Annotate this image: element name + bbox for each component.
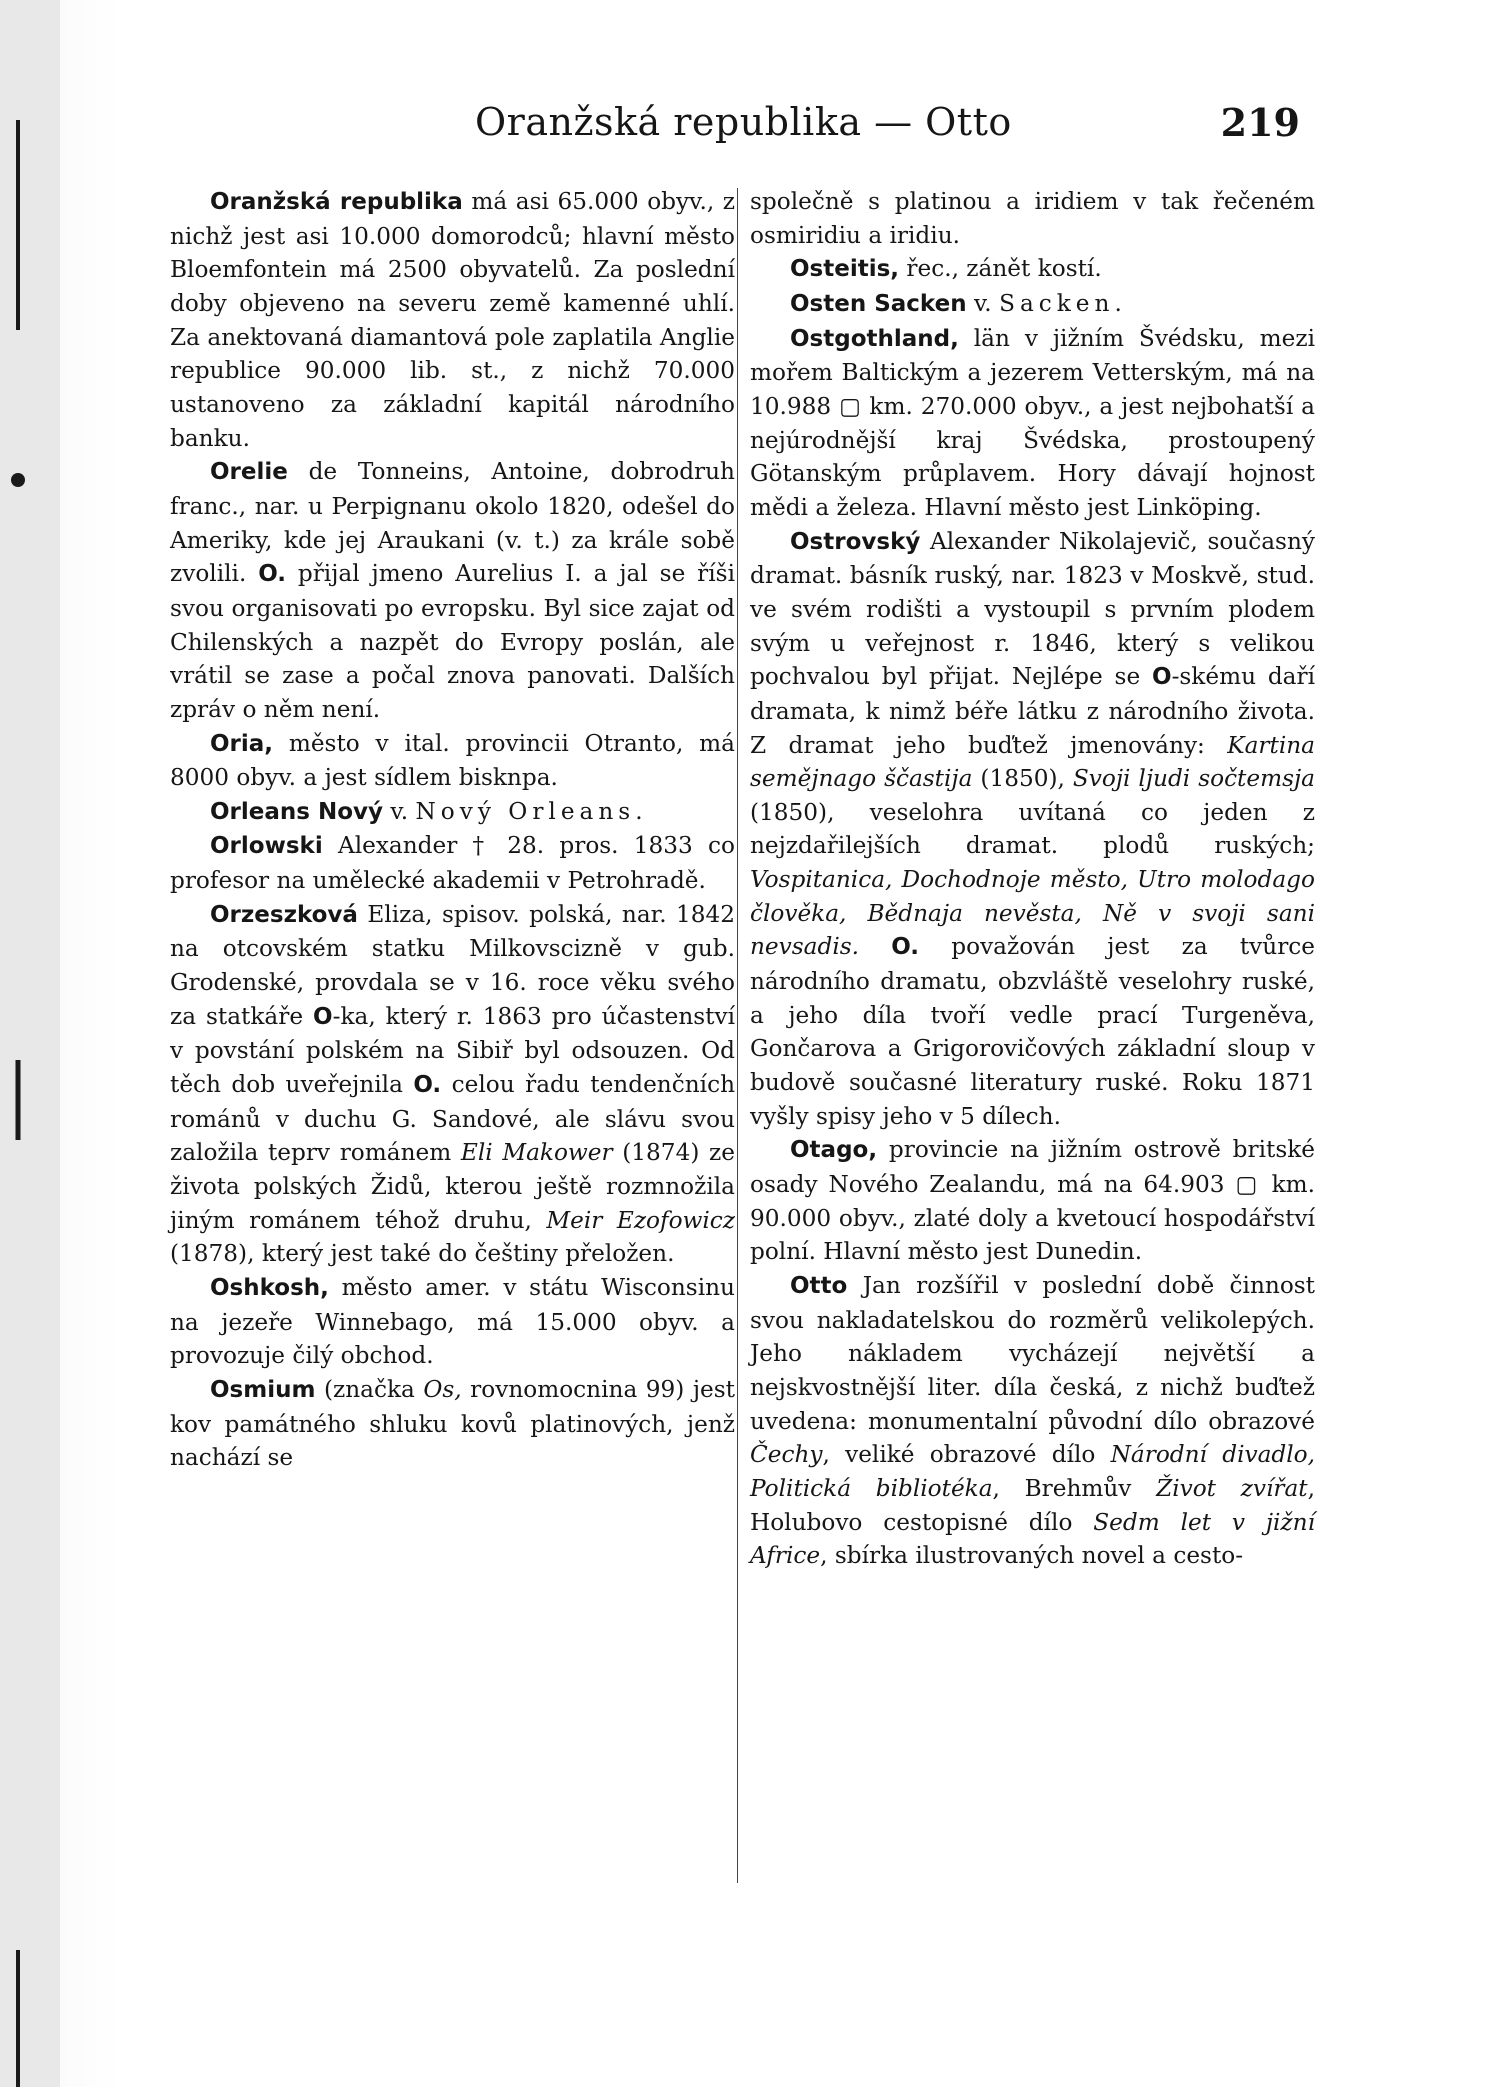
entry-text: (značka [315, 1375, 424, 1403]
entry-text: v. [383, 797, 416, 825]
entry-headword: Osmium [210, 1376, 316, 1403]
page-header [170, 92, 1310, 152]
entry-abbrev: O [313, 1003, 333, 1030]
entry-text: Jan rozšířil v poslední době činnost svou nakladatelskou do rozměrů velikolepých. Jeho nákladem vycházejí největší a nejskvostnější liter. díla česká, z nichž buďtež uvedena: monumentalní původní dílo obrazové [750, 1272, 1315, 1435]
running-title: Oranžská republika — Otto [475, 100, 1012, 144]
entry-text: , veliké obrazové dílo [822, 1441, 1111, 1469]
entry-oria [170, 727, 735, 795]
entry-headword: Orelie [210, 459, 288, 486]
entry-text: rovnomocnina 99) jest kov památného shluku kovů platinových, jenž nachází se [170, 1375, 735, 1472]
entry-otago [750, 1133, 1315, 1269]
entry-text: -ka, který r. 1863 pro účastenství v povstání polském na Sibiř byl odsouzen. Od těch dob uveřejnila [170, 1002, 735, 1099]
entry-text: , Holubovo cestopisné dílo [750, 1474, 1315, 1536]
entry-headword: Orzeszková [210, 901, 358, 928]
entry-headword: Orlowski [210, 833, 323, 860]
entry-text: Eliza, spisov. polská, nar. 1842 na otcovském statku Milkovscizně v gub. Grodenské, provdala se v 16. roce věku svého za statkáře [170, 900, 735, 1030]
entry-headword: Osten Sacken [790, 290, 967, 317]
work-title: Život zvířat [1156, 1474, 1308, 1502]
entry-orelie [170, 455, 735, 726]
entry-text: provincie na jižním ostrově britské osady Nového Zealandu, má na 64.903 ▢ km. 90.000 obyv., zlaté doly a kvetoucí hospodářství polní. Hlavní město jest Dunedin. [750, 1136, 1315, 1266]
entry-orzeszkova [170, 898, 735, 1271]
entry-oranzska-republika [170, 185, 735, 455]
entry-text: . [635, 797, 643, 825]
entry-text: město v ital. provincii Otranto, má 8000 obyv. a jest sídlem bisknpa. [170, 729, 735, 792]
entry-text: v. [966, 289, 1000, 317]
entry-osmium [170, 1373, 735, 1475]
entry-ostrovsky [750, 525, 1315, 1134]
entry-otto [750, 1269, 1315, 1573]
entry-continuation [750, 185, 1315, 252]
left-column [170, 185, 735, 1475]
entry-text: , sbírka ilustrovaných novel a cesto- [820, 1542, 1244, 1570]
entry-abbrev: O. [413, 1072, 442, 1099]
column-divider [737, 188, 738, 1883]
entry-abbrev: O. [891, 934, 920, 961]
work-title: Eli Makower [460, 1139, 613, 1167]
entry-headword: Otto [790, 1273, 848, 1299]
entry-headword: Ostgothland, [790, 325, 959, 352]
entry-osten-sacken [750, 287, 1315, 322]
right-column [750, 185, 1315, 1573]
entry-headword: Otago, [790, 1137, 878, 1164]
chemical-symbol: Os, [423, 1375, 462, 1403]
entry-oshkosh [170, 1271, 735, 1373]
entry-abbrev: O [1152, 664, 1172, 691]
entry-text: län v jižním Švédsku, mezi mořem Baltickým a jezerem Vetterským, má na 10.988 ▢ km. 270.000 obyv., a jest nejbohatší a nejúrodnější kraj Švédska, prostoupený Götanským průplavem. Hory dávají hojnost mědi a železa. Hlavní město jest Linköping. [750, 324, 1315, 521]
entry-abbrev: O. [258, 561, 286, 588]
work-title: Čechy [750, 1441, 823, 1469]
binding-edge [0, 0, 60, 2087]
entry-text: má asi 65.000 obyv., z nichž jest asi 10.000 domorodců; hlavní město Bloemfontein má 2500 obyvatelů. Za poslední doby objeveno na severu země kamenné uhlí. Za anektovaná diamantová pole zaplatila Anglie republice 90.000 lib. st., z nichž 70.000 ustanoveno za základní kapitál národního banku. [170, 188, 735, 452]
entry-headword: Osteitis, [790, 256, 900, 283]
entry-text: řec., zánět kostí. [899, 255, 1102, 283]
entry-text: Alexander † 28. pros. 1833 co profesor na umělecké akademii v Petrohradě. [170, 832, 735, 895]
work-title: Sedm let v jižní Africe [750, 1508, 1315, 1570]
entry-text: -skému daří dramata, k nimž béře látku z národního života. Z dramat jeho buďtež jmenovány: [750, 663, 1315, 759]
entry-text: společně s platinou a iridiem v tak řečeném osmiridiu a iridiu. [750, 188, 1315, 249]
entry-headword: Oria, [210, 730, 274, 757]
entry-orleans-novy [170, 795, 735, 830]
work-title: Meir Ezofowicz [546, 1206, 736, 1234]
entry-headword: Oranžská republika [210, 189, 463, 215]
entry-text: považován jest za tvůrce národního dramatu, obzvláště veselohry ruské, a jeho díla tvoří vedle prací Turgeněva, Gončarova a Grigorovičových základní sloup v budově současné literatury ruské. Roku 1871 vyšly spisy jeho v 5 dílech. [750, 933, 1316, 1130]
entry-text: (1850), [972, 765, 1073, 793]
entry-text: de Tonneins, Antoine, dobrodruh franc., nar. u Perpignanu okolo 1820, odešel do Ameriky, kde jej Araukani (v. t.) za krále sobě zvolili. [170, 458, 735, 588]
entry-osteitis [750, 252, 1315, 287]
entry-headword: Oshkosh, [210, 1275, 329, 1301]
entry-text: , Brehmův [992, 1474, 1157, 1502]
entry-text: . [1114, 289, 1122, 317]
cross-reference: Sacken [999, 289, 1115, 317]
entry-headword: Orleans Nový [210, 798, 384, 825]
entry-text: Alexander Nikolajevič, současný dramat. básník ruský, nar. 1823 v Moskvě, stud. ve svém rodišti a vystoupil s prvním plodem svým u veřejnost r. 1846, který s velikou pochvalou byl přijat. Nejlépe se [750, 527, 1315, 691]
entry-ostgothland [750, 322, 1315, 525]
entry-orlowski [170, 829, 735, 897]
cross-reference: Nový Orleans [415, 797, 636, 825]
entry-text: (1850), veselohra uvítaná co jeden z nejzdařilejších dramat. plodů ruských; [750, 798, 1315, 860]
entry-text [859, 933, 891, 960]
entry-headword: Ostrovský [790, 528, 921, 555]
binding-mark [11, 473, 25, 487]
entry-text: město amer. v státu Wisconsinu na jezeře Winnebago, má 15.000 obyv. a provozuje čilý obchod. [170, 1274, 735, 1370]
work-title: Svoji ljudi sočtemsja [1072, 765, 1315, 793]
work-title: Národní divadlo, Politická bibliotéka [750, 1441, 1315, 1502]
work-title: Kartina semějnago ščastija [750, 731, 1315, 793]
entry-text: (1874) ze života polských Židů, kterou ještě rozmnožila jiným románem téhož druhu, [170, 1139, 735, 1234]
page-number: 219 [1220, 100, 1300, 145]
entry-text: celou řadu tendenčních románů v duchu G. Sandové, ale slávu svou založila teprv románem [170, 1071, 735, 1167]
entry-text: (1878), který jest také do češtiny přeložen. [170, 1240, 675, 1268]
work-title: Vospitanica, Dochodnoje město, Utro molodago člověka, Bědnaja nevěsta, Ně v svoji sani nevsadis. [750, 866, 1315, 961]
entry-text: přijal jmeno Aurelius I. a jal se říši svou organisovati po evropsku. Byl sice zajat od Chilenských a nazpět do Evropy poslán, ale vrátil se zase a počal znova panovati. Dalších zpráv o něm není. [170, 560, 736, 723]
